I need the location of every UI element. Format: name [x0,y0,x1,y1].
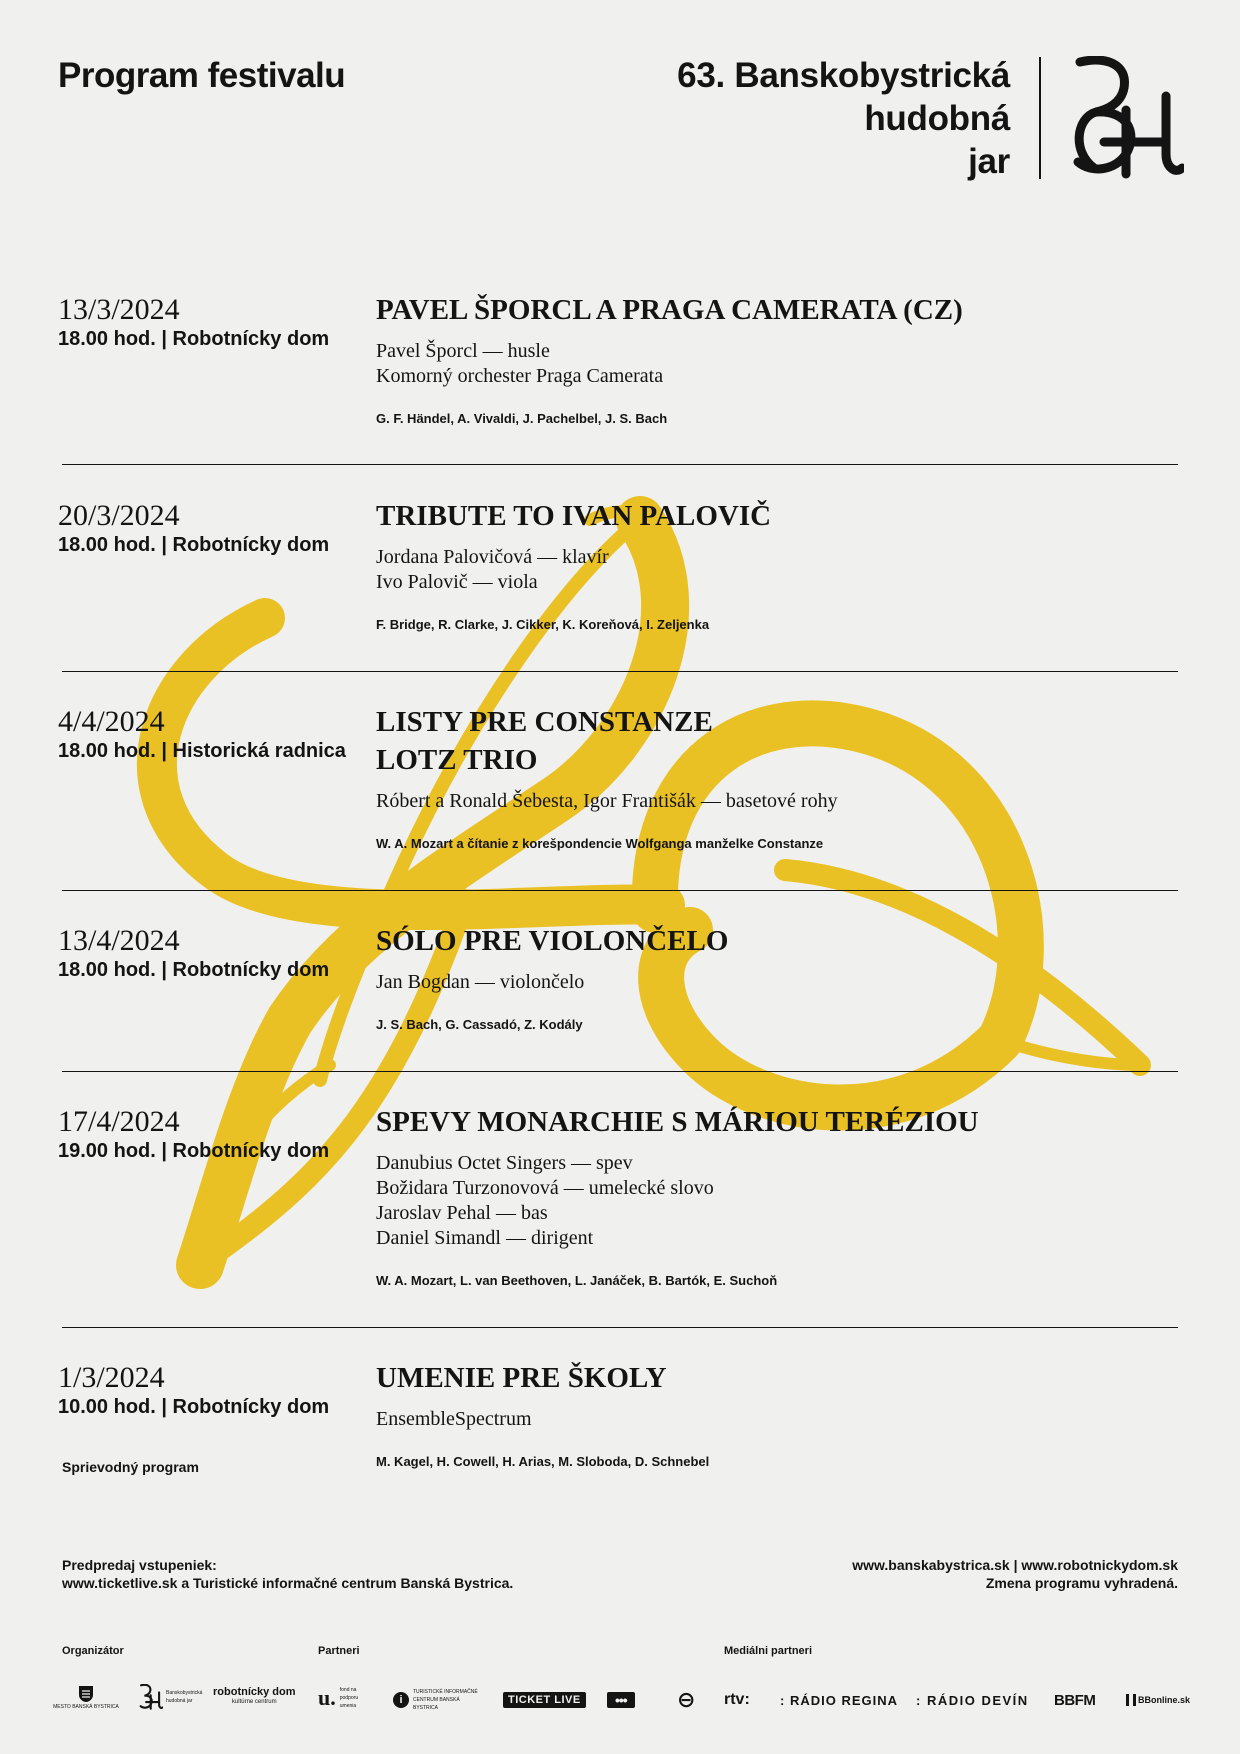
performer: Jordana Palovičová — klavír [376,546,609,568]
sponsor-logo-bbonline [1126,1690,1190,1710]
performer: Jan Bogdan — violončelo [376,971,585,993]
divider [62,890,1178,891]
event-date: 20/3/2024 [58,499,180,532]
coat-of-arms-icon [77,1685,95,1703]
partners-label: Partneri [318,1645,360,1657]
event-date: 17/4/2024 [58,1105,180,1138]
sponsor-logo-robotnicky-dom [213,1686,296,1714]
event-time-venue: 10.00 hod. | Robotnícky dom [58,1396,330,1418]
divider [62,464,1178,465]
sponsor-logo-tic [393,1690,479,1710]
sponsor-logo-ticketlive [503,1690,586,1710]
ticket-text: www.ticketlive.sk a Turistické informačné centrum Banská Bystrica. [62,1575,514,1591]
performer: Jaroslav Pehal — bas [376,1202,548,1224]
event-date: 13/3/2024 [58,293,180,326]
side-program-label: Sprievodný program [62,1459,199,1475]
event-title: SÓLO PRE VIOLONČELO [376,925,729,957]
event-date: 4/4/2024 [58,705,165,738]
performer: Daniel Simandl — dirigent [376,1227,594,1249]
bbonline-icon [1126,1694,1136,1706]
divider [62,1327,1178,1328]
event-performers [376,1407,1196,1432]
bhj-small-icon [138,1684,163,1710]
event-date: 1/3/2024 [58,1361,165,1394]
event-performers [376,1151,1196,1251]
ticket-info [62,1556,513,1592]
sponsor-logo-text: : RÁDIO REGINA [780,1692,898,1708]
sponsor-logo-radio-regina [780,1690,898,1710]
event-performers [376,339,1196,389]
website-info [852,1556,1178,1592]
sponsor-logo-text: rtv: [724,1691,750,1708]
event-performers [376,789,1196,814]
event-composers: W. A. Mozart, L. van Beethoven, L. Janáček, B. Bartók, E. Suchoň [376,1273,778,1288]
event-title: PAVEL ŠPORCL A PRAGA CAMERATA (CZ) [376,294,963,326]
sponsor-logo-bhj [138,1682,202,1712]
event-performers [376,970,1196,995]
ticket-label: Predpredaj vstupeniek: [62,1557,217,1573]
sponsor-logo-text: ••• [607,1692,635,1708]
event-composers: M. Kagel, H. Cowell, H. Arias, M. Sloboda, D. Schnebel [376,1454,710,1469]
sponsor-logo-text: ⊖ [677,1687,696,1712]
event-title: LISTY PRE CONSTANZE [376,706,713,738]
event-time-venue: 19.00 hod. | Robotnícky dom [58,1140,330,1162]
sponsor-logo-rtv [724,1690,750,1710]
sponsor-logo-subtext: fond na podporu umenia [339,1687,359,1709]
event-composers: F. Bridge, R. Clarke, J. Cikker, K. Koreňová, I. Zeljenka [376,617,710,632]
organizer-label: Organizátor [62,1645,124,1657]
event-performers [376,545,1196,595]
event-composers: W. A. Mozart a čítanie z korešpondencie Wolfganga manželke Constanze [376,836,824,851]
event-composers: G. F. Händel, A. Vivaldi, J. Pachelbel, J. S. Bach [376,411,668,426]
header-divider [1039,57,1041,179]
event-composers: J. S. Bach, G. Cassadó, Z. Kodály [376,1017,583,1032]
bhj-logo-icon [1066,56,1184,180]
sponsor-logo-text: BBonline.sk [1138,1695,1191,1705]
websites-link[interactable]: www.banskabystrica.sk | www.robotnickydom.sk [852,1557,1178,1573]
performer: Komorný orchester Praga Camerata [376,365,664,387]
event-time-venue: 18.00 hod. | Robotnícky dom [58,328,330,350]
sponsor-logo-radio-devin [916,1690,1029,1710]
sponsor-logo-text: TURISTICKÉ INFORMAČNÉ CENTRUM BANSKÁ BYSTRICA [413,1689,478,1711]
sponsor-logo-text: MESTO BANSKÁ BYSTRICA [53,1704,119,1710]
program-notice: Zmena programu vyhradená. [985,1575,1178,1591]
performer: Božidara Turzonovová — umelecké slovo [376,1177,714,1199]
event-title: SPEVY MONARCHIE S MÁRIOU TERÉZIOU [376,1106,979,1138]
sponsor-logo-partner-circle [677,1687,696,1712]
event-date: 13/4/2024 [58,924,180,957]
sponsor-logo-mesto [53,1683,119,1713]
performer: Pavel Šporcl — husle [376,340,550,362]
sponsor-logo-subtext: kultúrne centrum [231,1699,277,1705]
event-time-venue: 18.00 hod. | Historická radnica [58,740,346,762]
festival-name [677,54,1010,183]
sponsor-logo-partner-badge [607,1690,635,1710]
event-title: UMENIE PRE ŠKOLY [376,1362,667,1394]
performer: EnsembleSpectrum [376,1408,532,1430]
sponsor-logo-bbfm [1054,1690,1095,1710]
info-icon: i [393,1692,409,1708]
performer: Danubius Octet Singers — spev [376,1152,633,1174]
sponsor-logo-text: TICKET LIVE [503,1692,586,1708]
festival-name-line-3: jar [968,142,1010,181]
event-time-venue: 18.00 hod. | Robotnícky dom [58,534,330,556]
festival-name-line-1: 63. Banskobystrická [677,56,1010,95]
divider [62,1071,1178,1072]
media-partners-label: Mediálni partneri [724,1645,813,1657]
sponsor-logo-text: u. [318,1685,336,1710]
page-title: Program festivalu [58,56,346,95]
sponsor-logo-text: robotnícky dom [213,1686,296,1698]
sponsor-logo-text: BBFM [1054,1691,1096,1709]
event-title-line-2: LOTZ TRIO [376,744,538,776]
event-time-venue: 18.00 hod. | Robotnícky dom [58,959,330,981]
performer: Ivo Palovič — viola [376,571,538,593]
sponsor-logo-text: Banskobystrická hudobná jar [166,1690,203,1704]
festival-name-line-2: hudobná [864,99,1010,138]
event-title: TRIBUTE TO IVAN PALOVIČ [376,500,772,532]
divider [62,671,1178,672]
performer: Róbert a Ronald Šebesta, Igor Františák — basetové rohy [376,790,838,812]
sponsor-logo-text: : RÁDIO DEVÍN [916,1692,1029,1708]
sponsor-logo-fpu [318,1685,370,1710]
